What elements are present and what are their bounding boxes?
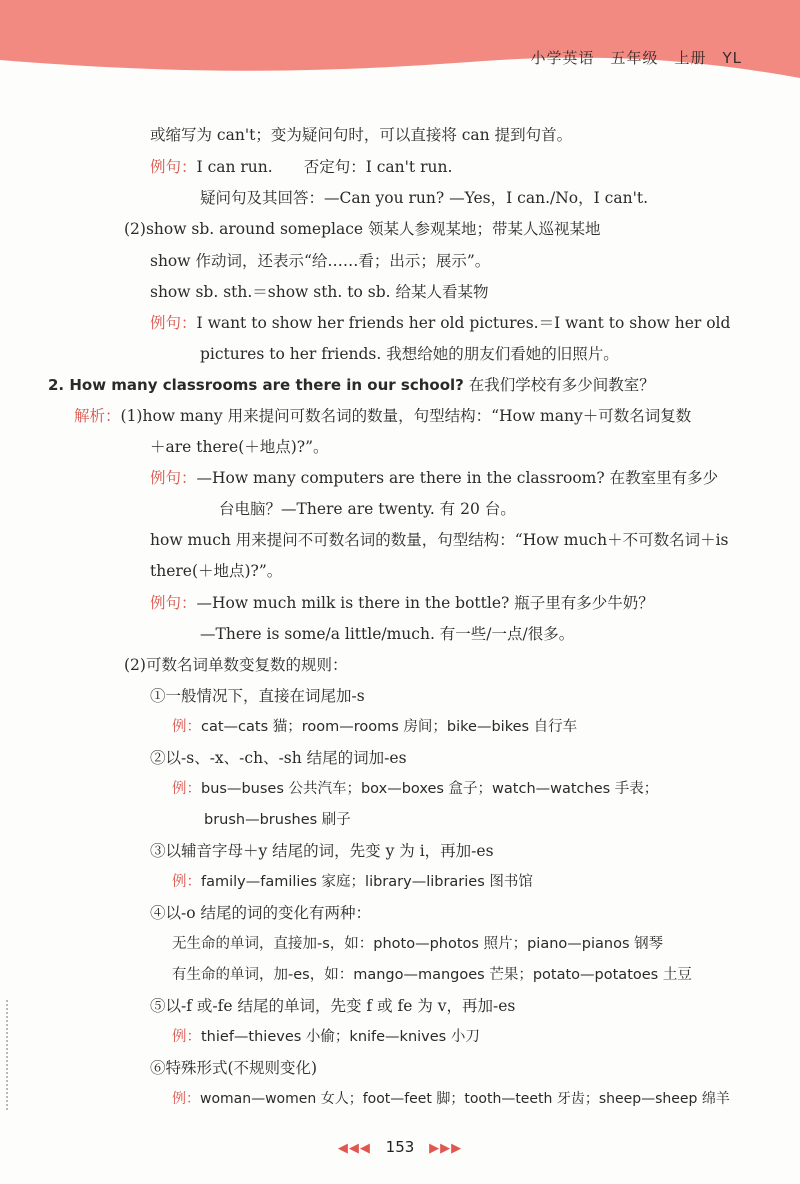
page-footer	[0, 1138, 800, 1156]
left-arrows-icon: ◀◀◀	[337, 1141, 371, 1156]
example-label: 例：	[172, 874, 201, 890]
example-line: 例句：I can run. 否定句：I can't run.	[150, 158, 453, 176]
example-line: 例句：—How many computers are there in the classroom? 在教室里有多少	[150, 469, 719, 487]
example-line: 例：thief—thieves 小偷；knife—knives 小刀	[172, 1029, 480, 1045]
text-line: 台电脑？—There are twenty. 有 20 台。	[219, 500, 516, 518]
example-line: 例句：I want to show her friends her old pictures.＝I want to show her old	[150, 314, 731, 332]
text-line: show 作动词，还表示“给……看；出示；展示”。	[150, 252, 491, 270]
example-line: 例：family—families 家庭；library—libraries 图书馆	[172, 874, 533, 890]
text-line: show sb. sth.＝show sth. to sb. 给某人看某物	[150, 283, 489, 301]
text-line: there(＋地点)?”。	[150, 562, 283, 580]
rule-heading: ②以-s、-x、-ch、-sh 结尾的词加-es	[150, 749, 407, 767]
example-label: 例句：	[150, 594, 197, 612]
header-title: 小学英语 五年级 上册 YL	[530, 49, 742, 67]
question-heading: 2. How many classrooms are there in our school? 在我们学校有多少间教室？	[48, 376, 655, 394]
text-line: (2)可数名词单数变复数的规则：	[124, 656, 348, 674]
text-line: 有生命的单词，加-es，如：mango—mangoes 芒果；potato—potatoes 土豆	[172, 967, 692, 983]
text-line: ＋are there(＋地点)?”。	[150, 438, 329, 456]
example-label: 例句：	[150, 158, 197, 176]
analysis-line: 解析：(1)how many 用来提问可数名词的数量，句型结构：“How many＋可数名词复数	[74, 407, 692, 425]
text-line: how much 用来提问不可数名词的数量，句型结构：“How much＋不可数名词＋is	[150, 531, 729, 549]
rule-heading: ④以-o 结尾的词的变化有两种：	[150, 904, 371, 922]
right-arrows-icon: ▶▶▶	[429, 1141, 463, 1156]
example-line: 例：cat—cats 猫；room—rooms 房间；bike—bikes 自行车	[172, 719, 578, 735]
page-number: 153	[385, 1138, 415, 1156]
example-label: 例：	[172, 1091, 200, 1107]
rule-heading: ①一般情况下，直接在词尾加-s	[150, 687, 365, 705]
rule-heading: ③以辅音字母＋y 结尾的词，先变 y 为 i，再加-es	[150, 842, 494, 860]
text-line: 疑问句及其回答：—Can you run? —Yes，I can./No，I can't.	[200, 189, 649, 207]
rule-heading: ⑤以-f 或-fe 结尾的单词，先变 f 或 fe 为 v，再加-es	[150, 997, 516, 1015]
example-label: 例：	[172, 1029, 201, 1045]
text-line: —There is some/a little/much. 有一些/一点/很多。	[200, 625, 575, 643]
margin-dots	[6, 1000, 11, 1110]
example-line: 例：woman—women 女人；foot—feet 脚；tooth—teeth 牙齿；sheep—sheep 绵羊	[172, 1091, 730, 1107]
text-line: 或缩写为 can't；变为疑问句时，可以直接将 can 提到句首。	[150, 126, 573, 144]
analysis-label: 解析：	[74, 407, 121, 425]
example-label: 例：	[172, 781, 201, 797]
text-line: brush—brushes 刷子	[204, 812, 351, 828]
example-label: 例句：	[150, 469, 197, 487]
example-label: 例：	[172, 719, 201, 735]
example-line: 例：bus—buses 公共汽车；box—boxes 盒子；watch—watches 手表；	[172, 781, 659, 797]
text-line: (2)show sb. around someplace 领某人参观某地；带某人巡视某地	[124, 220, 601, 238]
example-line: 例句：—How much milk is there in the bottle? 瓶子里有多少牛奶？	[150, 594, 654, 612]
text-line: 无生命的单词，直接加-s，如：photo—photos 照片；piano—pianos 钢琴	[172, 936, 664, 952]
rule-heading: ⑥特殊形式(不规则变化)	[150, 1059, 318, 1077]
example-label: 例句：	[150, 314, 197, 332]
text-line: pictures to her friends. 我想给她的朋友们看她的旧照片。	[200, 345, 619, 363]
